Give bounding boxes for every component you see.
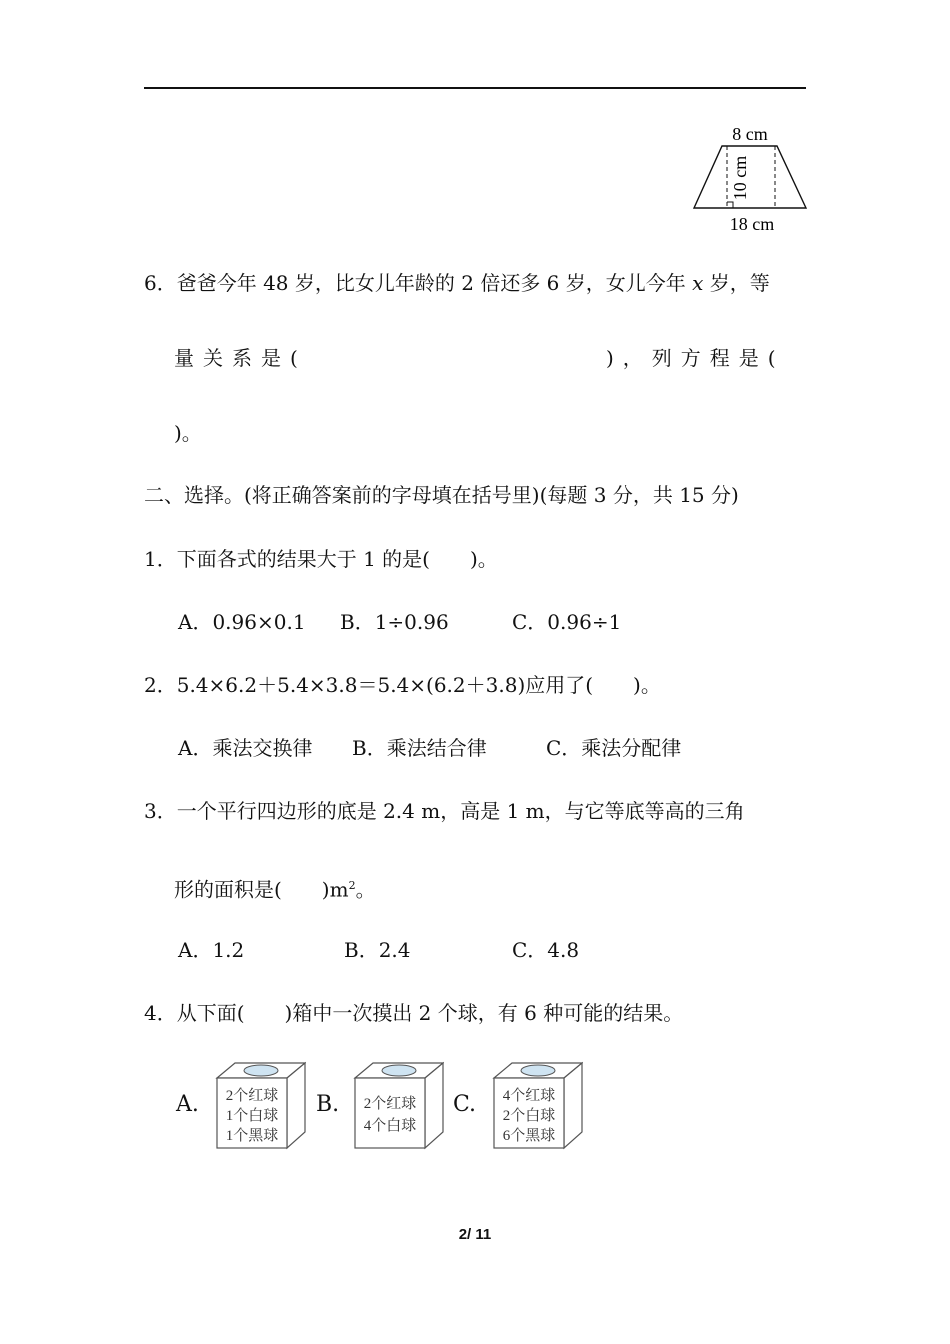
q1-option-a[interactable]: A．0.96×0.1 — [178, 610, 306, 634]
q1-option-c[interactable]: C．0.96÷1 — [512, 610, 622, 634]
section2-title: 二、选择。(将正确答案前的字母填在括号里)(每题 3 分，共 15 分) — [144, 483, 739, 507]
box-c-line-3: 6个黑球 — [502, 1128, 556, 1144]
trapezoid-shape — [694, 146, 806, 208]
q3-option-a[interactable]: A．1.2 — [178, 938, 245, 962]
box-b-letter[interactable]: B. — [316, 1092, 340, 1117]
box-b-line-1: 2个红球 — [363, 1096, 417, 1112]
box-a-line-2: 1个白球 — [225, 1108, 279, 1124]
q2-option-a[interactable]: A．乘法交换律 — [178, 736, 313, 760]
box-a-line-3: 1个黑球 — [225, 1128, 279, 1144]
q6-variable: x — [692, 271, 704, 295]
q3-stem-line1: 3．一个平行四边形的底是 2.4 m，高是 1 m，与它等底等高的三角 — [144, 799, 745, 823]
box-a-line-1: 2个红球 — [225, 1088, 279, 1104]
q6-line2-a: 量关系是( — [174, 346, 307, 370]
q3-option-c[interactable]: C．4.8 — [512, 938, 580, 962]
q3-unit-exponent: 2 — [348, 879, 356, 892]
trapezoid-figure — [690, 118, 815, 238]
box-b[interactable] — [352, 1060, 444, 1152]
trapezoid-bottom-label: 18 cm — [729, 214, 775, 234]
trapezoid-top-label: 8 cm — [732, 124, 768, 144]
header-rule — [144, 87, 806, 89]
q3-stem-text: 形的面积是( )m — [174, 877, 349, 902]
box-c-line-1: 4个红球 — [502, 1088, 556, 1104]
box-c[interactable] — [491, 1060, 583, 1152]
q3-stem-end: 。 — [355, 877, 376, 902]
q6-line1-text: 6．爸爸今年 48 岁，比女儿年龄的 2 倍还多 6 岁，女儿今年 — [144, 271, 686, 295]
page-number: 2/ 11 — [458, 1226, 492, 1243]
q6-line2-b: )，列方程是( — [606, 346, 785, 370]
q6-line3: )。 — [174, 421, 202, 445]
q6-line1-end: 岁，等 — [709, 271, 770, 295]
q4-stem: 4．从下面( )箱中一次摸出 2 个球，有 6 种可能的结果。 — [144, 1001, 684, 1025]
box-c-letter[interactable]: C. — [453, 1092, 477, 1117]
q2-stem: 2．5.4×6.2＋5.4×3.8＝5.4×(6.2＋3.8)应用了( )。 — [144, 673, 661, 697]
box-c-line-2: 2个白球 — [502, 1108, 556, 1124]
box-a[interactable] — [214, 1060, 306, 1152]
q6-line1 — [144, 271, 770, 295]
q3-option-b[interactable]: B．2.4 — [344, 938, 411, 962]
box-b-line-2: 4个白球 — [363, 1118, 417, 1134]
q3-stem-line2 — [174, 874, 376, 902]
trapezoid-height-label: 10 cm — [730, 155, 750, 201]
q1-stem: 1．下面各式的结果大于 1 的是( )。 — [144, 547, 498, 571]
q1-option-b[interactable]: B．1÷0.96 — [340, 610, 449, 634]
right-angle-mark — [727, 202, 733, 208]
box-a-letter[interactable]: A. — [176, 1092, 199, 1117]
q2-option-b[interactable]: B．乘法结合律 — [352, 736, 487, 760]
q2-option-c[interactable]: C．乘法分配律 — [546, 736, 682, 760]
